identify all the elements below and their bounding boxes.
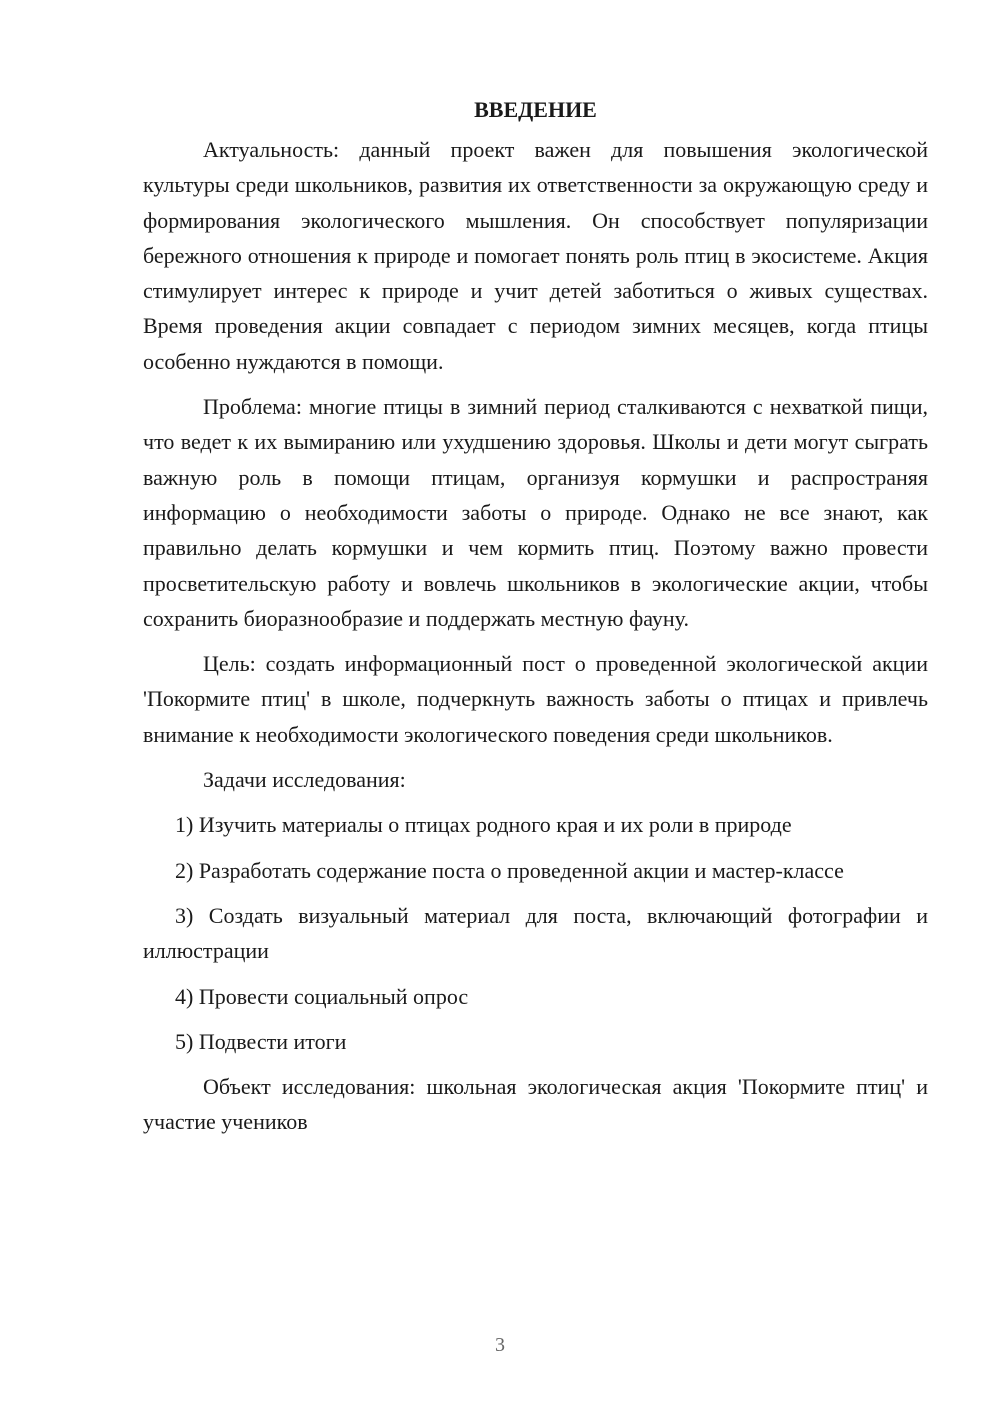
paragraph-goal: Цель: создать информационный пост о проведенной экологической акции 'Покормите птиц' в школе, подчеркнуть важность заботы о птицах и привлечь внимание к необходимости экологического поведения среди школьников. [143, 651, 928, 747]
paragraph-object: Объект исследования: школьная экологическая акция 'Покормите птиц' и участие учеников [143, 1074, 928, 1135]
paragraph-problem: Проблема: многие птицы в зимний период сталкиваются с нехваткой пищи, что ведет к их вымиранию или ухудшению здоровья. Школы и дети могут сыграть важную роль в помощи птицам, организуя кормушки и распространяя информацию о необходимости заботы о природе. Однако не все знают, как правильно делать кормушки и чем кормить птиц. Поэтому важно провести просветительскую работу и вовлечь школьников в экологические акции, чтобы сохранить биоразнообразие и поддержать местную фауну. [143, 394, 928, 631]
paragraph-relevance: Актуальность: данный проект важен для повышения экологической культуры среди школьников, развития их ответственности за окружающую среду и формирования экологического мышления. Он способствует популяризации бережного отношения к природе и помогает понять роль птиц в экосистеме. Акция стимулирует интерес к природе и учит детей заботиться о живых существах. Время проведения акции совпадает с периодом зимних месяцев, когда птицы особенно нуждаются в помощи. [143, 137, 928, 374]
document-page [143, 88, 928, 1150]
task-item: 4) Провести социальный опрос [175, 983, 469, 1009]
tasks-heading: Задачи исследования: [203, 767, 406, 793]
task-item: 5) Подвести итоги [175, 1028, 347, 1054]
task-item: 2) Разработать содержание поста о проведенной акции и мастер-классе [175, 857, 844, 883]
task-item: 1) Изучить материалы о птицах родного края и их роли в природе [175, 812, 792, 838]
page-title: ВВЕДЕНИЕ [474, 97, 597, 122]
task-item: 3) Создать визуальный материал для поста, включающий фотографии и иллюстрации [143, 902, 928, 964]
page-number: 3 [495, 1334, 505, 1356]
